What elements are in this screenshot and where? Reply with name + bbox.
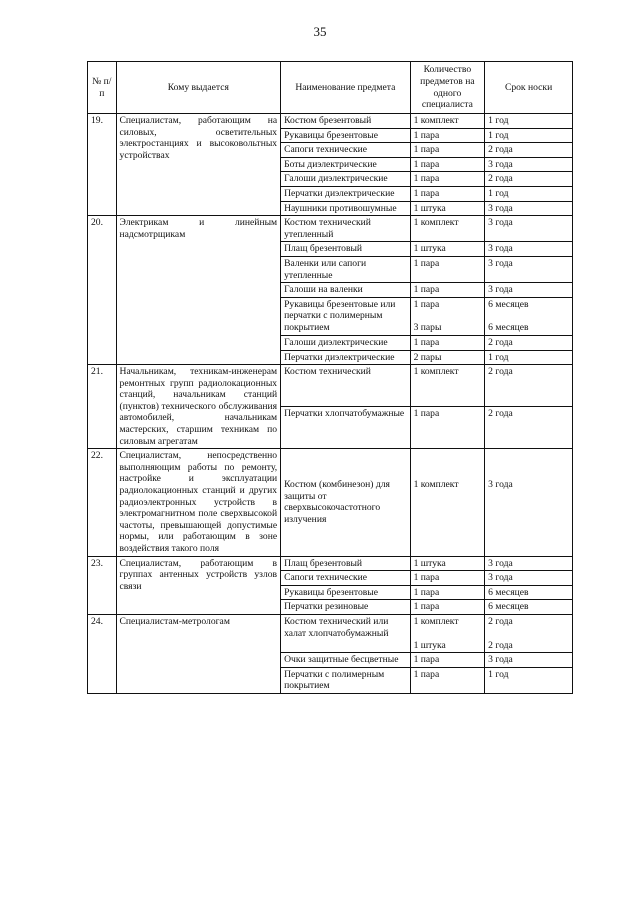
item-cell: Костюм технический утепленный (281, 216, 410, 242)
recipient-cell: Специалистам-метрологам (116, 614, 281, 693)
qty-cell: 1 пара (410, 585, 485, 600)
row-number: 24. (88, 614, 117, 693)
qty-cell: 1 комплект (410, 365, 485, 407)
item-cell: Боты диэлектрические (281, 157, 410, 172)
table-row (88, 216, 573, 242)
clothing-norms-table (87, 61, 573, 694)
qty-cell: 1 пара (410, 172, 485, 187)
term-cell: 1 год (485, 667, 573, 693)
page-number: 35 (313, 24, 327, 39)
term-cell: 1 год (485, 186, 573, 201)
table-row (88, 614, 573, 652)
qty-cell: 1 пара (410, 157, 485, 172)
term-cell: 3 года (485, 653, 573, 668)
row-number: 22. (88, 449, 117, 556)
qty-cell: 1 пара (410, 667, 485, 693)
table-row (88, 556, 573, 571)
term-cell: 3 года (485, 157, 573, 172)
qty-cell (410, 614, 485, 652)
qty-cell: 1 пара (410, 143, 485, 158)
header-term: Срок носки (485, 62, 573, 114)
term-cell: 2 года (485, 407, 573, 449)
qty-cell: 1 комплект (410, 449, 485, 556)
item-cell: Сапоги технические (281, 571, 410, 586)
term-cell: 6 месяцев (485, 585, 573, 600)
recipient-cell: Специалистам, работающим в группах антенных устройств узлов связи (116, 556, 281, 614)
term-cell: 1 год (485, 128, 573, 143)
item-cell: Рукавицы брезентовые (281, 585, 410, 600)
recipient-cell: Специалистам, непосредственно выполняющим работы по ремонту, настройке и эксплуатации радиолокационных станций и других радиоэлектронных устройств в электромагнитном поле сверхвысокой частоты, превышающей допустимые нормы, или работающим в зоне воздействия такого поля (116, 449, 281, 556)
term-value-alt: 2 года (488, 639, 513, 651)
item-cell: Костюм технический (281, 365, 410, 407)
term-cell: 2 года (485, 365, 573, 407)
header-qty: Количество предметов на одного специалиста (410, 62, 485, 114)
item-cell: Перчатки с полимерным покрытием (281, 667, 410, 693)
term-cell (485, 614, 573, 652)
item-cell: Перчатки хлопчатобумажные (281, 407, 410, 449)
term-cell: 3 года (485, 256, 573, 282)
item-value-alt: халат хлопчатобумажный (284, 627, 389, 639)
qty-cell: 1 пара (410, 256, 485, 282)
table-header-row (88, 62, 573, 114)
item-cell: Плащ брезентовый (281, 242, 410, 257)
term-cell: 6 месяцев (485, 600, 573, 615)
term-cell: 3 года (485, 556, 573, 571)
item-cell: Костюм брезентовый (281, 114, 410, 129)
item-cell: Перчатки резиновые (281, 600, 410, 615)
term-cell: 3 года (485, 283, 573, 298)
qty-cell: 1 пара (410, 186, 485, 201)
header-num: № п/п (88, 62, 117, 114)
table-row (88, 365, 573, 407)
term-cell: 2 года (485, 172, 573, 187)
term-value: 2 года (488, 615, 513, 627)
item-cell: Очки защитные бесцветные (281, 653, 410, 668)
term-cell: 3 года (485, 242, 573, 257)
item-cell: Сапоги технические (281, 143, 410, 158)
qty-value-alt: 1 штука (413, 639, 446, 651)
qty-cell: 1 пара (410, 571, 485, 586)
header-who: Кому выдается (116, 62, 281, 114)
term-cell: 3 года (485, 571, 573, 586)
row-number: 23. (88, 556, 117, 614)
qty-cell: 1 штука (410, 242, 485, 257)
qty-cell: 1 пара (410, 407, 485, 449)
item-cell: Рукавицы брезентовые или перчатки с полимерным покрытием (281, 297, 410, 335)
header-item: Наименование предмета (281, 62, 410, 114)
item-cell: Галоши диэлектрические (281, 172, 410, 187)
qty-cell: 1 пара (410, 335, 485, 350)
item-cell: Наушники противошумные (281, 201, 410, 216)
table-row (88, 449, 573, 556)
qty-cell: 1 комплект (410, 216, 485, 242)
item-cell: Галоши диэлектрические (281, 335, 410, 350)
qty-cell: 1 штука (410, 556, 485, 571)
item-cell (281, 614, 410, 652)
table-row (88, 114, 573, 129)
qty-cell: 2 пары (410, 350, 485, 365)
item-cell: Костюм (комбинезон) для защиты от сверхвысокочастотного излучения (281, 449, 410, 556)
term-value: 6 месяцев (488, 298, 529, 310)
term-cell: 3 года (485, 201, 573, 216)
qty-cell: 1 пара (410, 653, 485, 668)
term-cell: 1 год (485, 114, 573, 129)
qty-cell: 1 пара (410, 128, 485, 143)
term-cell: 2 года (485, 335, 573, 350)
term-cell: 2 года (485, 143, 573, 158)
qty-value: 1 комплект (413, 615, 459, 627)
item-cell: Плащ брезентовый (281, 556, 410, 571)
term-cell (485, 297, 573, 335)
qty-cell: 1 пара (410, 600, 485, 615)
item-cell: Рукавицы брезентовые (281, 128, 410, 143)
qty-cell (410, 297, 485, 335)
term-cell: 1 год (485, 350, 573, 365)
qty-cell: 1 комплект (410, 114, 485, 129)
item-cell: Галоши на валенки (281, 283, 410, 298)
recipient-cell: Начальникам, техникам-инженерам ремонтных групп радиолокационных станций, начальникам станций (пунктов) технического обслуживания автомобилей, начальникам мастерских, старшим техникам по силовым агрегатам (116, 365, 281, 449)
item-cell: Перчатки диэлектрические (281, 186, 410, 201)
term-cell: 3 года (485, 449, 573, 556)
item-cell: Валенки или сапоги утепленные (281, 256, 410, 282)
row-number: 19. (88, 114, 117, 216)
row-number: 20. (88, 216, 117, 365)
qty-cell: 1 штука (410, 201, 485, 216)
qty-cell: 1 пара (410, 283, 485, 298)
row-number: 21. (88, 365, 117, 449)
recipient-cell: Электрикам и линейным надсмотрщикам (116, 216, 281, 365)
qty-value-alt: 3 пары (413, 322, 442, 334)
item-value: Костюм технический или (284, 615, 389, 627)
term-value-alt: 6 месяцев (488, 322, 529, 334)
recipient-cell: Специалистам, работающим на силовых, осветительных электростанциях и высоковольтных устройствах (116, 114, 281, 216)
qty-value: 1 пара (413, 298, 440, 310)
item-cell: Перчатки диэлектрические (281, 350, 410, 365)
term-cell: 3 года (485, 216, 573, 242)
